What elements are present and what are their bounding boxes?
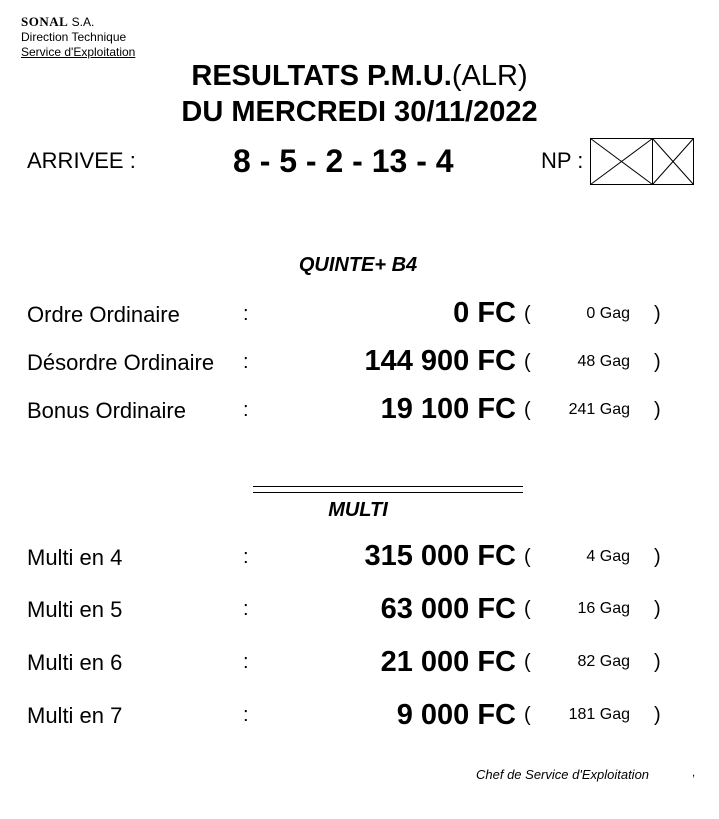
row-gag: 82 Gag: [577, 653, 630, 670]
row-colon: :: [243, 651, 249, 673]
row-label: Désordre Ordinaire: [27, 350, 215, 375]
row-gag: 16 Gag: [577, 600, 630, 617]
signature-line: Chef de Service d'Exploitation: [476, 767, 650, 782]
row-colon: :: [243, 546, 249, 568]
row-paren-close: ): [654, 546, 661, 568]
document-title-line2: DU MERCREDI 30/11/2022: [181, 96, 538, 128]
row-gag: 181 Gag: [568, 706, 630, 723]
row-paren-open: (: [524, 303, 531, 325]
row-paren-close: ): [654, 651, 661, 673]
row-paren-open: (: [524, 598, 531, 620]
organisation-header: [21, 14, 135, 60]
row-label: Bonus Ordinaire: [27, 398, 186, 423]
row-paren-open: (: [524, 651, 531, 673]
row-paren-close: ): [654, 704, 661, 726]
row-colon: :: [243, 598, 249, 620]
row-label: Multi en 7: [27, 703, 123, 728]
row-amount: 144 900 FC: [364, 345, 516, 377]
section-divider: [253, 486, 523, 493]
title-suffix: (ALR): [451, 60, 528, 92]
row-paren-close: ): [654, 303, 661, 325]
row-gag: 0 Gag: [586, 305, 630, 322]
arrivee-label: ARRIVEE :: [27, 148, 136, 173]
row-amount: 0 FC: [453, 297, 516, 329]
row-label: Multi en 6: [27, 650, 123, 675]
brand-name: SONAL: [21, 14, 69, 29]
row-paren-close: ): [654, 598, 661, 620]
row-amount: 21 000 FC: [380, 646, 516, 678]
row-amount: 19 100 FC: [380, 393, 516, 425]
row-gag: 4 Gag: [586, 548, 630, 565]
row-paren-open: (: [524, 546, 531, 568]
row-label: Multi en 5: [27, 597, 123, 622]
row-colon: :: [243, 303, 249, 325]
row-colon: :: [243, 351, 249, 373]
np-crossed-boxes: [590, 138, 695, 191]
row-amount: 63 000 FC: [380, 593, 516, 625]
document-title-line1: [0, 60, 719, 93]
row-colon: :: [243, 704, 249, 726]
brand-suffix: S.A.: [71, 15, 95, 29]
quinte-section-title: QUINTE+ B4: [298, 254, 418, 276]
title-main: RESULTATS P.M.U.: [191, 60, 452, 92]
multi-section-title: MULTI: [328, 499, 388, 521]
row-amount: 315 000 FC: [364, 540, 516, 572]
row-paren-open: (: [524, 399, 531, 421]
row-paren-close: ): [654, 399, 661, 421]
row-label: Multi en 4: [27, 545, 123, 570]
row-paren-open: (: [524, 351, 531, 373]
signature-mark: ,: [692, 767, 696, 779]
row-gag: 48 Gag: [577, 353, 630, 370]
service-name: Service d'Exploitation: [21, 45, 136, 59]
np-label: NP :: [541, 148, 584, 173]
row-paren-close: ): [654, 351, 661, 373]
arrivee-value: 8 - 5 - 2 - 13 - 4: [233, 143, 454, 179]
department-name: Direction Technique: [21, 30, 127, 44]
row-colon: :: [243, 399, 249, 421]
row-gag: 241 Gag: [568, 401, 630, 418]
row-amount: 9 000 FC: [396, 699, 516, 731]
row-label: Ordre Ordinaire: [27, 302, 180, 327]
row-paren-open: (: [524, 704, 531, 726]
